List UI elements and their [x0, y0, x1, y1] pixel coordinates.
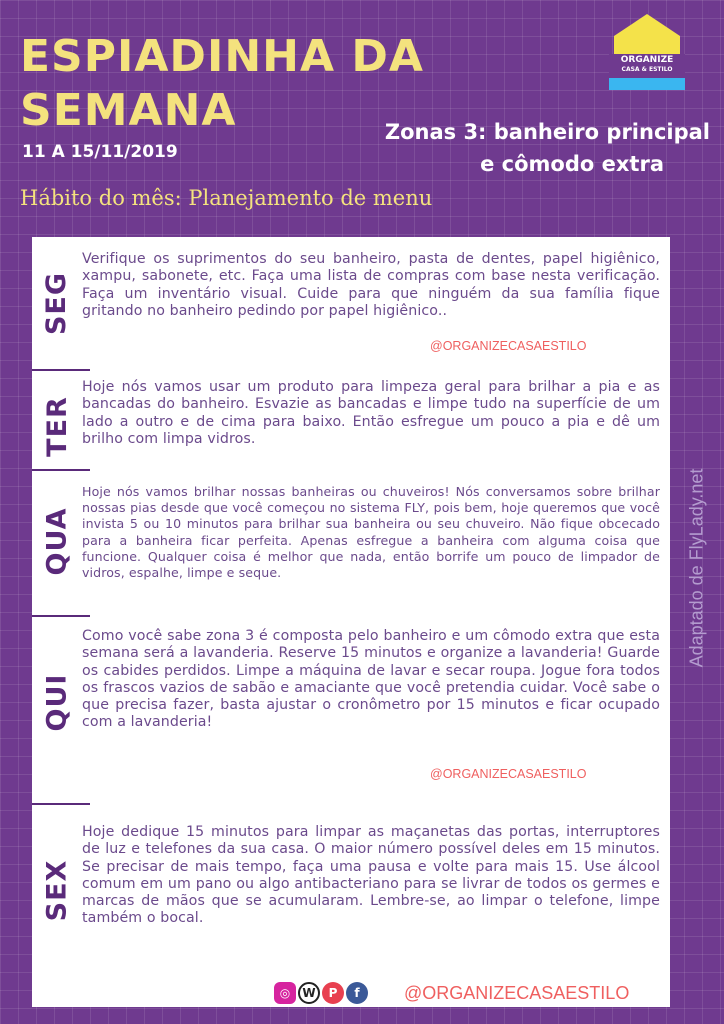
logo-tagline: CASA & ESTILO — [621, 66, 673, 73]
logo-name: ORGANIZE — [620, 55, 674, 65]
day-label-seg: SEG — [41, 271, 73, 335]
day-text-qui: Como você sabe zona 3 é composta pelo banheiro e um cômodo extra que esta semana será a lavanderia. Reserve 15 minutos e organize a lavanderia! Guarde os cabides perdidos. Limpe a máquina de lavar e secar roupa. Jogue fora todos os frascos vazios de sabão e amaciante que você pretendia cuidar. Você sabe o que precisa fazer, basta ajustar o cronômetro por 15 minutos e ficar ocupado com a lavanderia! — [82, 628, 660, 731]
zones-line-1: Zonas 3: banheiro principal — [384, 120, 710, 144]
day-label-qui: QUI — [41, 673, 73, 731]
day-label-ter: TER — [41, 395, 73, 457]
day-text-seg: Verifique os suprimentos do seu banheiro, pasta de dentes, papel higiênico, xampu, sabonete, etc. Faça uma lista de compras com base nesta verificação. Faça um inventário visual. Cuide para que ninguém da sua família fique gritando no banheiro pedindo por papel higiênico.. — [82, 251, 660, 319]
logo — [609, 14, 685, 90]
pinterest-icon[interactable]: P — [322, 982, 344, 1004]
day-label-sex: SEX — [41, 859, 73, 921]
day-text-ter: Hoje nós vamos usar um produto para limpeza geral para brilhar a pia e as bancadas do banheiro. Esvazie as bancadas e limpe tudo na superfície de um lado a outro e de cima para baixo. Então esfregue um pouco a pia e dê um brilho com limpa vidros. — [82, 379, 660, 447]
title-line-1: ESPIADINHA DA — [20, 31, 424, 82]
handle-seg: @ORGANIZECASAESTILO — [430, 339, 587, 353]
day-text-qua: Hoje nós vamos brilhar nossas banheiras ou chuveiros! Nós conversamos sobre brilhar nossas pias desde que você começou no sistema FLY, pois bem, hoje queremos que você invista 5 ou 10 minutos para brilhar sua banheira ou seu chuveiro. Não fique obcecado para a banheira ficar perfeita. Apenas esfregue a banheira com alguma coisa que funcione. Qualquer coisa é melhor que nada, então borrife um pouco de limpador de vidros, espalhe, limpe e seque. — [82, 484, 660, 581]
logo-base — [609, 78, 685, 90]
zones-heading — [340, 116, 710, 180]
zones-line-2: e cômodo extra — [480, 152, 664, 176]
credit-text: Adaptado de FlyLady.net — [686, 468, 707, 668]
day-label-qua: QUA — [41, 507, 73, 575]
social-icons — [274, 982, 368, 1004]
habit-of-month: Hábito do mês: Planejamento de menu — [20, 186, 433, 210]
title-line-2: SEMANA — [20, 85, 237, 136]
footer-handle: @ORGANIZECASAESTILO — [404, 983, 630, 1003]
dates: 11 A 15/11/2019 — [22, 142, 178, 162]
instagram-icon[interactable]: ◎ — [274, 982, 296, 1004]
logo-house-roof — [614, 14, 680, 36]
schedule-card — [32, 237, 670, 1007]
facebook-icon[interactable]: f — [346, 982, 368, 1004]
day-text-sex: Hoje dedique 15 minutos para limpar as maçanetas das portas, interruptores de luz e telefones da sua casa. O maior número possível deles em 15 minutos. Se precisar de mais tempo, faça uma pausa e volte para mais 15. Use álcool comum em um pano ou algo antibacteriano para se livrar de todos os germes e marcas de mãos que se acumularam. Lembre-se, ao limpar o telefone, limpe também o bocal. — [82, 824, 660, 927]
wordpress-icon[interactable]: W — [298, 982, 320, 1004]
handle-qui: @ORGANIZECASAESTILO — [430, 767, 587, 781]
logo-band — [609, 54, 685, 78]
